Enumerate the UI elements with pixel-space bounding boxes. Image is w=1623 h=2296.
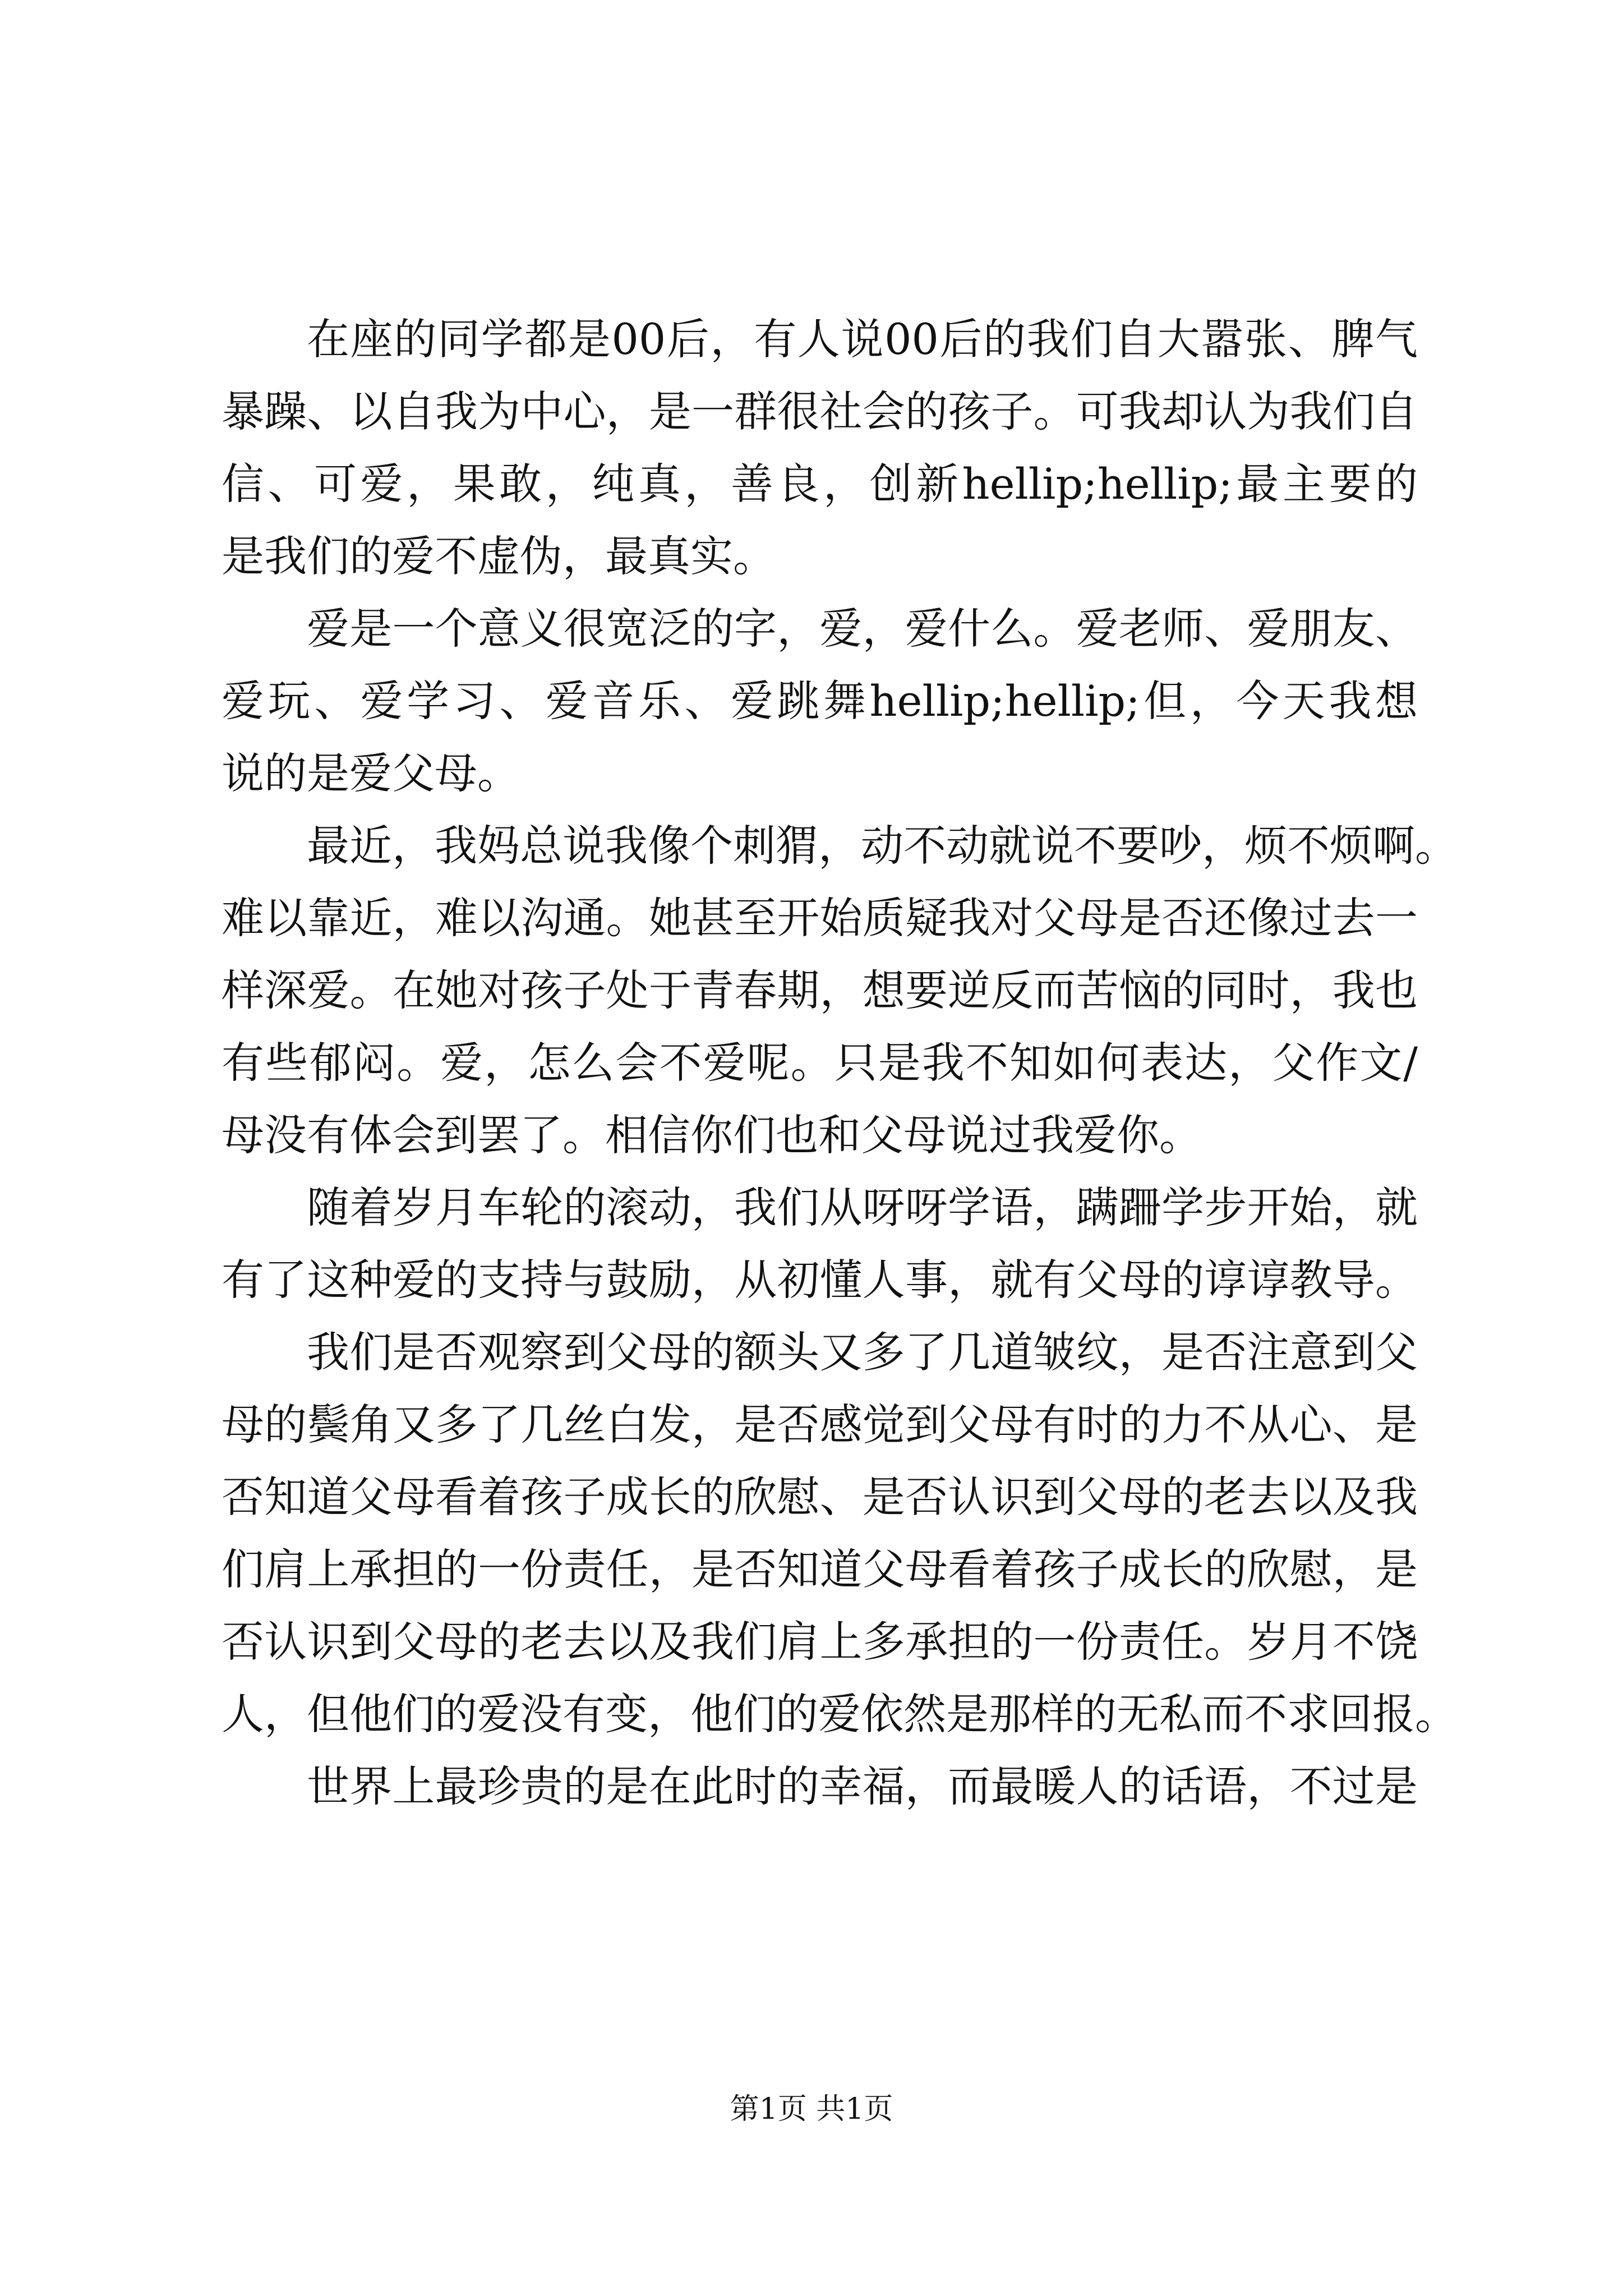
- text-line: 我们是否观察到父母的额头又多了几道皱纹，是否注意到父: [307, 1327, 1418, 1377]
- text-line: 人，但他们的爱没有变，他们的爱依然是那样的无私而不求回报。: [222, 1689, 1458, 1739]
- paragraph: [222, 592, 1418, 809]
- text-line: 母的鬓角又多了几丝白发，是否感觉到父母有时的力不从心、是: [222, 1400, 1418, 1450]
- paragraph: [222, 809, 1458, 1171]
- text-line: 在座的同学都是00后，有人说00后的我们自大嚣张、脾气: [307, 314, 1418, 364]
- text-line: 否知道父母看着孩子成长的欣慰、是否认识到父母的老去以及我: [222, 1472, 1418, 1522]
- text-line: 爱是一个意义很宽泛的字，爱，爱什么。爱老师、爱朋友、: [307, 604, 1418, 654]
- text-line: 否认识到父母的老去以及我们肩上多承担的一份责任。岁月不饶: [222, 1617, 1418, 1667]
- text-line: 信、可爱，果敢，纯真，善良，创新hellip;hellip;最主要的: [222, 459, 1418, 509]
- text-line: 母没有体会到罢了。相信你们也和父母说过我爱你。: [222, 1110, 1202, 1160]
- text-line: 世界上最珍贵的是在此时的幸福，而最暖人的话语，不过是: [307, 1761, 1418, 1811]
- text-line: 是我们的爱不虚伪，最真实。: [222, 531, 776, 581]
- text-line: 最近，我妈总说我像个刺猬，动不动就说不要吵，烦不烦啊。: [307, 821, 1458, 871]
- text-line: 有了这种爱的支持与鼓励，从初懂人事，就有父母的谆谆教导。: [222, 1255, 1418, 1305]
- text-line: 们肩上承担的一份责任，是否知道父母看着孩子成长的欣慰，是: [222, 1544, 1418, 1594]
- text-line: 难以靠近，难以沟通。她甚至开始质疑我对父母是否还像过去一: [222, 893, 1418, 943]
- document-body: [222, 303, 1458, 1823]
- paragraph: [222, 1750, 1418, 1823]
- text-line: 说的是爱父母。: [222, 748, 520, 798]
- text-line: 随着岁月车轮的滚动，我们从呀呀学语，蹒跚学步开始，就: [307, 1182, 1418, 1232]
- paragraph: [222, 303, 1418, 592]
- text-line: 爱玩、爱学习、爱音乐、爱跳舞hellip;hellip;但，今天我想: [222, 676, 1418, 726]
- text-line: 有些郁闷。爱，怎么会不爱呢。只是我不知如何表达，父作文/: [222, 1038, 1418, 1088]
- paragraph: [222, 1171, 1418, 1316]
- page-footer: 第1页 共1页: [730, 2092, 893, 2126]
- paragraph: [222, 1316, 1458, 1750]
- text-line: 样深爱。在她对孩子处于青春期，想要逆反而苦恼的同时，我也: [222, 965, 1418, 1015]
- text-line: 暴躁、以自我为中心，是一群很社会的孩子。可我却认为我们自: [222, 386, 1418, 436]
